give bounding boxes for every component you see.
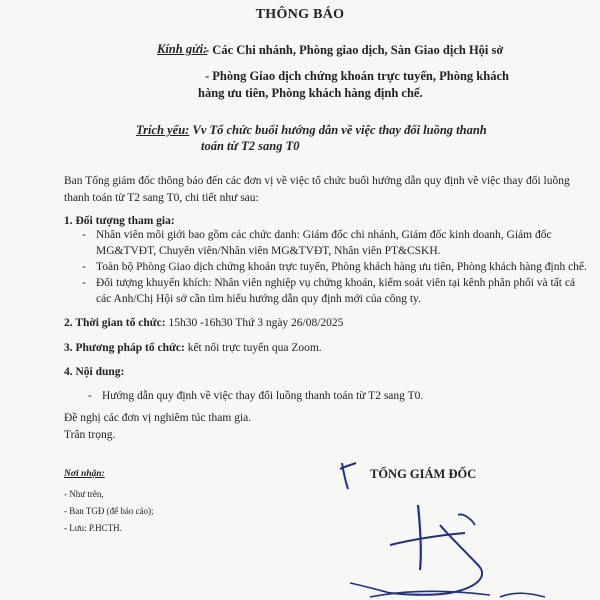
noi-nhan-item: - Như trên, <box>64 489 104 499</box>
list-item: - Đối tượng khuyến khích: Nhân viên nghiệp vụ chứng khoán, kiểm soát viên tại kênh phân phối và tất cả <box>96 277 575 289</box>
section-heading-text: 3. Phương pháp tổ chức: <box>64 342 185 354</box>
section-heading-text: 1. Đối tượng tham gia: <box>64 215 175 227</box>
list-item: - Toàn bộ Phòng Giao dịch chứng khoán trực tuyến, Phòng khách hàng ưu tiên, Phòng khách hàng định chế. <box>96 261 587 273</box>
section-heading-text: 4. Nội dung: <box>64 366 125 378</box>
list-item: - Hướng dẫn quy định về việc thay đổi luồng thanh toán từ T2 sang T0. <box>102 390 423 402</box>
closing-regards: Trân trọng. <box>64 429 116 441</box>
list-item: - Nhân viên môi giới bao gồm các chức danh: Giám đốc chi nhánh, Giám đốc kinh doanh, Giám đốc <box>96 229 552 241</box>
intro-paragraph: thanh toán từ T2 sang T0, chi tiết như sau: <box>64 192 259 204</box>
recipient-line: hàng ưu tiên, Phòng khách hàng định chế. <box>198 86 423 100</box>
section-heading <box>64 215 175 227</box>
recipients-label: Kính gửi: <box>157 42 208 56</box>
recipient-line: - Các Chi nhánh, Phòng giao dịch, Sàn Giao dịch Hội sở <box>205 43 504 57</box>
list-item-cont: MG&TVĐT, Chuyên viên/Nhân viên MG&TVĐT, Nhân viên PT&CSKH. <box>96 245 441 257</box>
subject-label: Trích yếu: <box>136 123 190 137</box>
section-time <box>64 317 343 329</box>
noi-nhan-label: Nơi nhận: <box>64 469 105 479</box>
intro-paragraph: Ban Tổng giám đốc thông báo đến các đơn vị về việc tổ chức buổi hướng dẫn quy định về việc thay đổi luồng <box>64 175 570 187</box>
subject-text: Vv Tổ chức buổi hướng dẫn về việc thay đổi luồng thanh <box>189 123 487 137</box>
section-value: 15h30 -16h30 Thứ 3 ngày 26/08/2025 <box>165 317 344 329</box>
list-item-cont: các Anh/Chị Hội sở cần tìm hiểu hướng dẫn quy định mới của công ty. <box>96 293 421 305</box>
signature-title: TỔNG GIÁM ĐỐC <box>370 467 477 481</box>
subject-line <box>136 123 487 138</box>
section-value: kết nối trực tuyến qua Zoom. <box>184 342 322 354</box>
subject-text-cont: toán từ T2 sang T0 <box>201 139 300 153</box>
document-title: THÔNG BÁO <box>255 7 345 22</box>
section-method <box>64 342 322 354</box>
recipient-line: - Phòng Giao dịch chứng khoán trực tuyến, Phòng khách <box>205 69 509 83</box>
closing-request: Đề nghị các đơn vị nghiêm túc tham gia. <box>64 412 252 424</box>
noi-nhan-item: - Ban TGĐ (để báo cáo); <box>64 506 154 516</box>
section-heading-text: 2. Thời gian tổ chức: <box>64 317 166 329</box>
noi-nhan-item: - Lưu: P.HCTH. <box>64 523 122 533</box>
section-content <box>64 366 124 378</box>
